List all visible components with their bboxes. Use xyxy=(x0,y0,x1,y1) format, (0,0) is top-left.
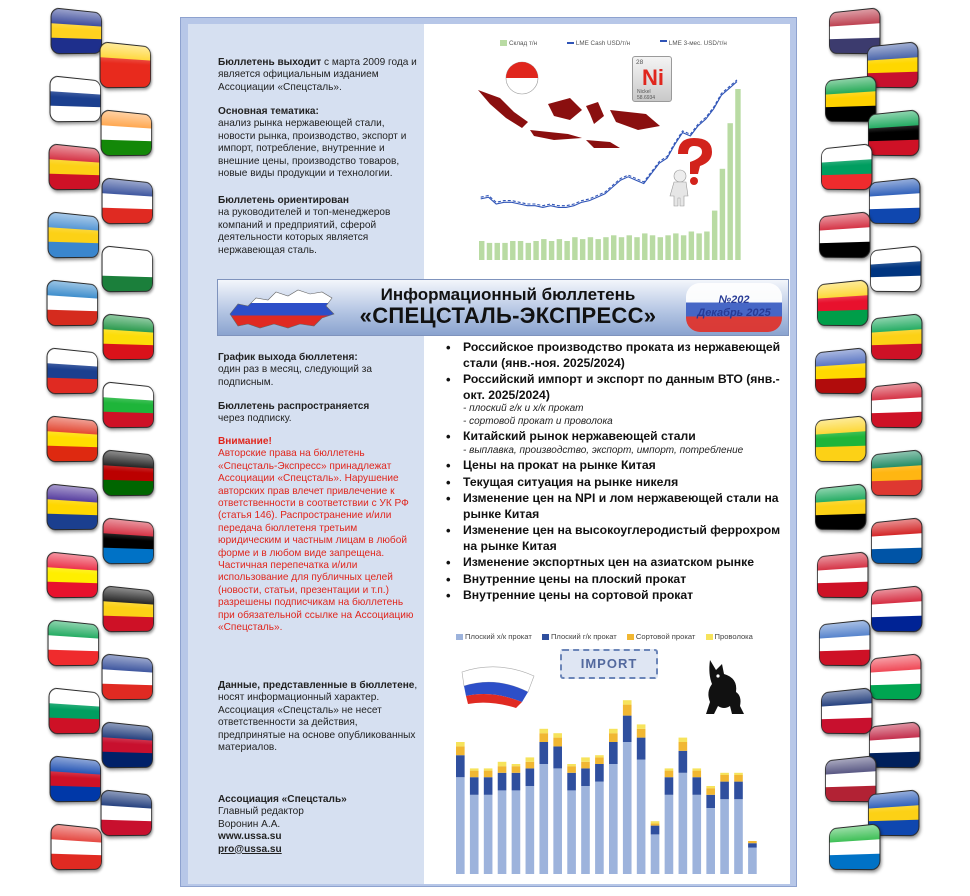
stock-bar xyxy=(619,237,624,260)
country-flag-icon xyxy=(47,279,98,326)
country-flag-icon xyxy=(871,381,922,428)
country-flag-icon xyxy=(47,483,98,530)
flat-hot-bar xyxy=(456,755,465,777)
flag-gloss xyxy=(49,144,99,167)
distribution-text: через подписку. xyxy=(218,413,292,425)
stock-bar xyxy=(502,243,507,260)
flag-gloss xyxy=(816,416,866,439)
long-products-bar xyxy=(734,775,743,782)
flat-cold-bar xyxy=(692,795,701,874)
country-flag-icon xyxy=(869,177,920,224)
flat-hot-bar xyxy=(609,742,618,764)
import-stamp xyxy=(560,649,658,679)
long-products-bar xyxy=(692,771,701,778)
long-products-bar xyxy=(595,757,604,764)
flat-cold-bar xyxy=(748,848,757,874)
country-flag-icon xyxy=(871,449,922,496)
flag-gloss xyxy=(870,722,920,745)
question-mark-icon xyxy=(678,138,712,174)
country-flag-icon xyxy=(101,109,152,156)
wire-bar xyxy=(706,786,715,788)
stock-bar xyxy=(580,239,585,260)
audience-text: на руководителей и топ-менеджеров компаний и предприятий, сферой деятельности которых является нержавеющая сталь. xyxy=(218,207,391,256)
warning-title: Внимание! xyxy=(218,436,272,447)
long-products-bar xyxy=(623,705,632,716)
stock-bar xyxy=(634,237,639,260)
editor-name: Воронин А.А. xyxy=(218,818,281,830)
flat-cold-bar xyxy=(637,760,646,874)
flat-hot-bar xyxy=(706,795,715,808)
flag-gloss xyxy=(871,654,921,677)
issue-badge xyxy=(686,283,782,332)
flag-column-left xyxy=(45,10,175,890)
contents-entry-title: • Текущая ситуация на рынке никеля xyxy=(444,475,789,491)
stock-bar xyxy=(603,237,608,260)
contents-entry xyxy=(444,555,789,571)
wire-bar xyxy=(539,729,548,733)
website-link[interactable]: www.ussa.su xyxy=(218,831,282,843)
russia-wave-flag-icon xyxy=(458,662,538,708)
flat-cold-bar xyxy=(526,786,535,874)
topics-text: анализ рынка нержавеющей стали, новости рынка, производство, экспорт и импорт, потребление, внутренние и внешние цены, производство товаров, новые виды продукции и технологии. xyxy=(218,118,407,180)
flat-hot-bar xyxy=(484,777,493,795)
wire-bar xyxy=(512,764,521,766)
stock-bar xyxy=(665,235,670,260)
stock-bar xyxy=(689,232,694,261)
disclaimer-text: носят информационный характер. Ассоциация «Спецсталь» не несет ответственности за действия, предпринятые на основе опубликованных материалов. xyxy=(218,692,416,754)
long-products-bar xyxy=(679,742,688,751)
flat-cold-bar xyxy=(553,768,562,874)
flag-gloss xyxy=(49,212,99,235)
schedule-title: График выхода бюллетеня: xyxy=(218,352,358,363)
contents-entry-title: • Внутренние цены на плоский прокат xyxy=(444,572,789,588)
top-chart-legend xyxy=(500,40,727,47)
flag-gloss xyxy=(104,450,154,473)
disclaimer-block: Данные, представленные в бюллетене, носят информационный характер. Ассоциация «Спецсталь» не несет ответственности за действия, предпринятые на основе опубликованных материалов. xyxy=(218,680,418,754)
flag-gloss xyxy=(102,790,152,813)
flag-gloss xyxy=(48,484,98,507)
nickel-symbol: Ni xyxy=(642,65,664,90)
flag-gloss xyxy=(48,280,98,303)
contents-entry-title: • Изменение экспортных цен на азиатском рынке xyxy=(444,555,789,571)
flat-hot-bar xyxy=(692,777,701,795)
schedule-text: один раз в месяц, следующий за подписным. xyxy=(218,364,372,388)
issue-date: Декабрь 2025 xyxy=(697,307,771,319)
flat-cold-bar xyxy=(484,795,493,874)
distribution-title: Бюллетень распространяется xyxy=(218,401,370,412)
long-products-bar xyxy=(512,766,521,773)
country-flag-icon xyxy=(47,347,98,394)
stock-bar xyxy=(487,243,492,260)
flat-hot-bar xyxy=(748,843,757,847)
contents-entry-title: • Внутренние цены на сортовой прокат xyxy=(444,588,789,604)
warning-text: Авторские права на бюллетень «Спецсталь-Экспресс» принадлежат Ассоциации «Спецсталь». Нарушение авторских прав влечет привлечение к ответственности в соответствии с УК РФ (статья 146). Распространение и/или передача бюллетеня третьим юридическим и частным лицам в любой форме и в любом виде запрещена. Частичная перепечатка и/или использование для публичных целей (новости, статьи, презентации и т.п.) разрешены подписчикам на бюллетень при обязательной ссылке на Ассоциацию «Спецсталь». xyxy=(218,448,414,634)
legend-swatch-lme-cash xyxy=(567,42,574,44)
contents-entry xyxy=(444,458,789,474)
flat-cold-bar xyxy=(720,799,729,874)
warning-block xyxy=(218,436,418,635)
stock-bar xyxy=(735,89,740,260)
country-flag-icon xyxy=(871,585,922,632)
flat-hot-bar xyxy=(539,742,548,764)
flag-gloss xyxy=(52,824,102,847)
flag-gloss xyxy=(872,450,922,473)
contents-entry-title: • Российское производство проката из нержавеющей стали (янв.-ноя. 2025/2024) xyxy=(444,340,789,371)
editor-role: Главный редактор xyxy=(218,806,304,818)
flat-cold-bar xyxy=(706,808,715,874)
flag-gloss xyxy=(48,416,98,439)
flag-gloss xyxy=(103,382,153,405)
intro-text xyxy=(218,57,418,94)
stock-bar xyxy=(611,235,616,260)
contents-entry xyxy=(444,340,789,371)
wire-bar xyxy=(456,742,465,746)
country-flag-icon xyxy=(49,755,100,802)
contents-entry xyxy=(444,475,789,491)
flag-gloss xyxy=(826,76,876,99)
flag-gloss xyxy=(830,8,880,31)
flat-cold-bar xyxy=(539,764,548,874)
country-flag-icon xyxy=(48,619,99,666)
wire-bar xyxy=(651,821,660,823)
flag-column-right xyxy=(796,10,926,890)
legend-flat-hot: Плоский г/к прокат xyxy=(550,632,617,641)
country-flag-icon xyxy=(101,721,152,768)
flat-cold-bar xyxy=(470,795,479,874)
wire-bar xyxy=(609,729,618,733)
flat-hot-bar xyxy=(665,777,674,795)
flat-cold-bar xyxy=(595,782,604,874)
wire-bar xyxy=(581,757,590,761)
country-flag-icon xyxy=(870,653,921,700)
long-products-bar xyxy=(609,733,618,742)
stock-bar xyxy=(564,241,569,260)
contents-entry xyxy=(444,429,789,457)
legend-swatch-lme-3m xyxy=(660,40,667,46)
contents-entry xyxy=(444,491,789,522)
stock-bar xyxy=(572,237,577,260)
country-flag-icon xyxy=(815,483,866,530)
flag-gloss xyxy=(870,178,920,201)
flag-gloss xyxy=(817,280,867,303)
wire-bar xyxy=(720,773,729,775)
bulletin-banner xyxy=(217,279,789,336)
long-products-bar xyxy=(581,762,590,769)
stock-bar xyxy=(658,237,663,260)
contents-entry xyxy=(444,588,789,604)
stock-bar xyxy=(526,243,531,260)
flag-gloss xyxy=(869,790,919,813)
country-flag-icon xyxy=(815,347,866,394)
flat-cold-bar xyxy=(581,786,590,874)
stock-bar xyxy=(727,123,732,260)
flat-hot-bar xyxy=(553,746,562,768)
contacts-block xyxy=(218,794,418,856)
country-flag-icon xyxy=(51,7,102,54)
long-products-bar xyxy=(665,771,674,778)
topics-title: Основная тематика: xyxy=(218,106,319,117)
flag-gloss xyxy=(819,620,869,643)
intro-rest: с марта 2009 года и является официальным изданием Ассоциации «Спецсталь». xyxy=(218,57,417,93)
long-products-bar xyxy=(651,823,660,825)
country-flag-icon xyxy=(48,211,99,258)
banner-title-line1: Информационный бюллетень xyxy=(380,285,636,304)
flag-gloss xyxy=(50,756,100,779)
country-flag-icon xyxy=(100,41,151,88)
intro-bold: Бюллетень выходит xyxy=(218,57,322,68)
flag-gloss xyxy=(816,484,866,507)
flag-gloss xyxy=(102,722,152,745)
flag-gloss xyxy=(50,76,100,99)
country-flag-icon xyxy=(102,517,153,564)
flag-gloss xyxy=(816,348,866,371)
legend-lme-3m: LME 3-мес. USD/т/н xyxy=(668,40,727,47)
flag-gloss xyxy=(103,314,153,337)
wire-bar xyxy=(553,733,562,737)
flag-gloss xyxy=(101,42,151,65)
flag-gloss xyxy=(819,212,869,235)
legend-stock: Склад т/н xyxy=(509,40,538,47)
email-link[interactable]: pro@ussa.su xyxy=(218,843,282,855)
flag-gloss xyxy=(822,144,872,167)
flat-cold-bar xyxy=(623,742,632,874)
flat-cold-bar xyxy=(734,799,743,874)
schedule-block xyxy=(218,352,418,389)
flag-gloss xyxy=(868,42,918,65)
banner-title-line2: «СПЕЦСТАЛЬ-ЭКСПРЕСС» xyxy=(359,303,657,328)
country-flag-icon xyxy=(870,245,921,292)
flag-gloss xyxy=(103,654,153,677)
flag-gloss xyxy=(103,246,153,269)
country-flag-icon xyxy=(819,211,870,258)
wire-bar xyxy=(623,700,632,704)
nickel-element-tile xyxy=(632,56,672,102)
long-products-bar xyxy=(539,733,548,742)
cat-silhouette-illustration xyxy=(702,656,748,718)
flat-hot-bar xyxy=(526,768,535,786)
wire-bar xyxy=(665,768,674,770)
legend-swatch-stock xyxy=(500,40,507,46)
stock-bar xyxy=(510,241,515,260)
flat-cold-bar xyxy=(651,834,660,874)
contents-entry-title: • Цены на прокат на рынке Китая xyxy=(444,458,789,474)
flag-gloss xyxy=(103,518,153,541)
flat-hot-bar xyxy=(470,777,479,795)
flag-gloss xyxy=(52,8,102,31)
long-products-bar xyxy=(498,766,507,773)
long-products-bar xyxy=(567,766,576,773)
stock-bar xyxy=(704,232,709,261)
wire-bar xyxy=(734,773,743,775)
stock-bar xyxy=(720,169,725,260)
long-products-bar xyxy=(706,788,715,795)
country-flag-icon xyxy=(102,585,153,632)
contents-entry-sub: - выплавка, производство, экспорт, импорт, потребление xyxy=(463,444,744,456)
wire-bar xyxy=(470,768,479,770)
flat-hot-bar xyxy=(720,782,729,800)
flat-hot-bar xyxy=(623,716,632,742)
flag-gloss xyxy=(102,110,152,133)
country-flag-icon xyxy=(48,143,99,190)
long-products-bar xyxy=(484,771,493,778)
wire-bar xyxy=(595,755,604,757)
wire-bar xyxy=(637,724,646,728)
country-flag-icon xyxy=(817,279,868,326)
wire-bar xyxy=(692,768,701,770)
nickel-name: Nickel xyxy=(637,89,651,95)
stock-bar xyxy=(681,235,686,260)
country-flag-icon xyxy=(49,75,100,122)
flag-gloss xyxy=(49,688,99,711)
legend-lme-cash: LME Cash USD/т/н xyxy=(575,40,631,47)
flat-hot-bar xyxy=(567,773,576,791)
flat-hot-bar xyxy=(581,768,590,786)
flag-gloss xyxy=(871,246,921,269)
wire-bar xyxy=(498,762,507,766)
wire-bar xyxy=(484,768,493,770)
legend-long: Сортовой прокат xyxy=(635,632,696,641)
country-flag-icon xyxy=(47,415,98,462)
country-flag-icon xyxy=(815,415,866,462)
country-flag-icon xyxy=(829,823,880,870)
audience-title: Бюллетень ориентирован xyxy=(218,195,349,206)
wire-bar xyxy=(567,764,576,766)
flat-hot-bar xyxy=(637,738,646,760)
flag-gloss xyxy=(871,586,921,609)
flat-cold-bar xyxy=(567,790,576,874)
country-flag-icon xyxy=(102,313,153,360)
country-flag-icon xyxy=(102,381,153,428)
stock-bar xyxy=(588,237,593,260)
flag-gloss xyxy=(103,586,153,609)
country-flag-icon xyxy=(102,245,153,292)
country-flag-icon xyxy=(817,551,868,598)
flat-cold-bar xyxy=(665,795,674,874)
stock-bar xyxy=(518,241,523,260)
stock-bar xyxy=(479,241,484,260)
distribution-block xyxy=(218,401,418,426)
stock-bar xyxy=(595,239,600,260)
country-flag-icon xyxy=(101,789,152,836)
contents-list xyxy=(444,340,789,605)
flag-gloss xyxy=(871,314,921,337)
country-flag-icon xyxy=(101,177,152,224)
long-products-bar xyxy=(553,738,562,747)
flag-gloss xyxy=(49,620,99,643)
import-stamp-text: IMPORT xyxy=(580,656,638,671)
flag-gloss xyxy=(872,518,922,541)
stock-bar xyxy=(696,233,701,260)
audience-block xyxy=(218,195,418,257)
long-products-bar xyxy=(526,762,535,769)
contents-entry-title: • Изменение цен на высокоуглеродистый феррохром на рынке Китая xyxy=(444,523,789,554)
flat-cold-bar xyxy=(679,773,688,874)
legend-flat-cold: Плоский х/к прокат xyxy=(465,632,532,641)
long-products-bar xyxy=(456,746,465,755)
stock-bar xyxy=(533,241,538,260)
flag-gloss xyxy=(830,824,880,847)
flag-gloss xyxy=(102,178,152,201)
flag-gloss xyxy=(869,110,919,133)
stock-bar xyxy=(541,239,546,260)
stock-bar xyxy=(627,235,632,260)
flat-cold-bar xyxy=(609,764,618,874)
wire-bar xyxy=(679,738,688,742)
stock-bar xyxy=(549,241,554,260)
flag-gloss xyxy=(826,756,876,779)
topics-block xyxy=(218,106,418,180)
long-products-bar xyxy=(637,729,646,738)
flat-hot-bar xyxy=(734,782,743,800)
contents-entry-title: • Китайский рынок нержавеющей стали xyxy=(444,429,789,445)
flag-gloss xyxy=(872,382,922,405)
flat-cold-bar xyxy=(498,790,507,874)
contents-entry xyxy=(444,572,789,588)
stock-bar xyxy=(673,233,678,260)
stock-bar xyxy=(642,233,647,260)
legend-wire: Проволока xyxy=(714,632,753,641)
country-flag-icon xyxy=(869,721,920,768)
stock-bar xyxy=(712,211,717,260)
flag-gloss xyxy=(48,552,98,575)
stock-bar xyxy=(650,235,655,260)
long-products-bar xyxy=(748,841,757,843)
assoc-name: Ассоциация «Спецсталь» xyxy=(218,794,347,805)
flat-hot-bar xyxy=(595,764,604,782)
flat-cold-bar xyxy=(512,790,521,874)
country-flag-icon xyxy=(103,449,154,496)
contents-entry-sub: - сортовой прокат и проволока xyxy=(463,415,613,427)
nickel-number: 28 xyxy=(636,59,644,66)
issue-number: №202 xyxy=(718,294,750,306)
flat-hot-bar xyxy=(651,826,660,835)
wire-bar xyxy=(526,757,535,761)
stock-bar xyxy=(557,239,562,260)
contents-entry-title: • Российский импорт и экспорт по данным ВТО (янв.-окт. 2025/2024) xyxy=(444,372,789,403)
country-flag-icon xyxy=(47,551,98,598)
country-flag-icon xyxy=(48,687,99,734)
country-flag-icon xyxy=(102,653,153,700)
country-flag-icon xyxy=(51,823,102,870)
question-man-illustration xyxy=(666,136,718,208)
flat-hot-bar xyxy=(679,751,688,773)
country-flag-icon xyxy=(871,313,922,360)
contents-entry-sub: - плоский г/к и х/к прокат xyxy=(463,403,584,414)
country-flag-icon xyxy=(821,687,872,734)
country-flag-icon xyxy=(868,109,919,156)
stock-bar xyxy=(495,243,500,260)
long-products-bar xyxy=(470,771,479,778)
contents-entry xyxy=(444,523,789,554)
flat-hot-bar xyxy=(498,773,507,791)
flat-cold-bar xyxy=(456,777,465,874)
disclaimer-title: Данные, представленные в бюллетене xyxy=(218,680,415,691)
contents-entry-title: • Изменение цен на NPI и лом нержавеющей стали на рынке Китая xyxy=(444,491,789,522)
flag-gloss xyxy=(48,348,98,371)
country-flag-icon xyxy=(871,517,922,564)
flag-gloss xyxy=(822,688,872,711)
country-flag-icon xyxy=(819,619,870,666)
flat-hot-bar xyxy=(512,773,521,791)
nickel-mass: 58.6934 xyxy=(637,95,656,101)
russia-map-icon xyxy=(226,284,338,332)
country-flag-icon xyxy=(821,143,872,190)
long-products-bar xyxy=(720,775,729,782)
contents-entry xyxy=(444,372,789,428)
flag-gloss xyxy=(817,552,867,575)
